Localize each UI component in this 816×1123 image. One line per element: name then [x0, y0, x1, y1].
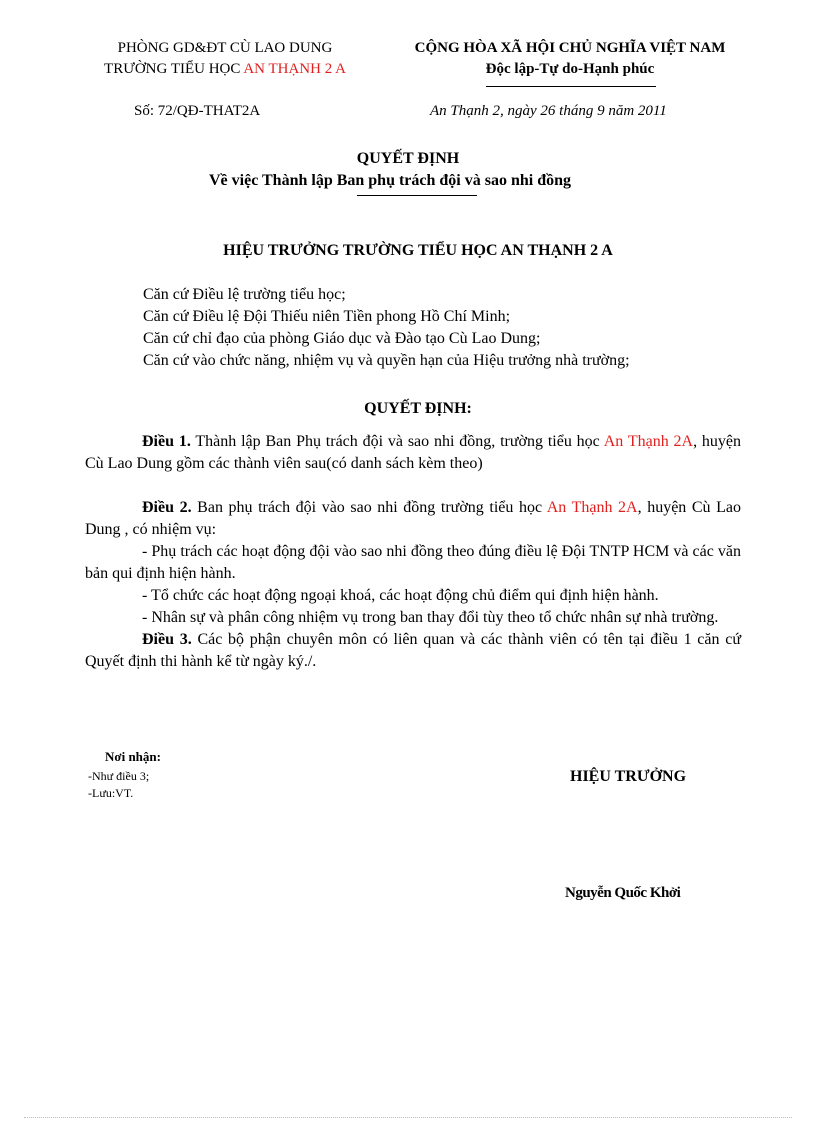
department-name: PHÒNG GD&ĐT CÙ LAO DUNG	[117, 40, 333, 56]
article-3-text: Các bộ phận chuyên môn có liên quan và các thành viên có tên tại điều 1 căn cứ Quyết định thi hành kể từ ngày ký./.	[85, 631, 742, 670]
motto-underline	[486, 86, 656, 87]
signer-name: Nguyễn Quốc Khởi	[565, 885, 681, 901]
article-1-school: An Thạnh 2A	[603, 433, 694, 450]
article-2: Điều 2. Ban phụ trách đội vào sao nhi đồng trường tiểu học An Thạnh 2A, huyện Cù Lao Dung , có nhiệm vụ: - Phụ trách các hoạt động đội vào sao nhi đồng theo đúng điều lệ Đội TNTP HCM và các văn bản qui định hiện hành. - Tổ chức các hoạt động ngoại khoá, các hoạt động chủ điểm qui định hiện hành. - Nhân sự và phân công nhiệm vụ trong ban thay đổi tùy theo tổ chức nhân sự nhà trường. Điều 3. Các bộ phận chuyên môn có liên quan và các thành viên có tên tại điều 1 căn cứ Quyết định thi hành kể từ ngày ký./.	[85, 499, 742, 670]
article-2-duty: - Tổ chức các hoạt động ngoại khoá, các hoạt động chủ điểm qui định hiện hành.	[142, 587, 659, 604]
school-name-highlight: AN THẠNH 2 A	[243, 61, 346, 77]
issuing-authority: HIỆU TRƯỞNG TRƯỜNG TIỂU HỌC AN THẠNH 2 A	[223, 242, 613, 259]
document-title: QUYẾT ĐỊNH	[356, 150, 460, 167]
issuing-agency	[80, 38, 370, 80]
article-1-label: Điều 1.	[142, 433, 191, 450]
decision-heading: QUYẾT ĐỊNH:	[364, 400, 472, 417]
signer-title: HIỆU TRƯỞNG	[570, 768, 687, 785]
document-number: Số: 72/QĐ-THAT2A	[134, 103, 261, 119]
national-motto	[380, 38, 760, 80]
article-1: Điều 1. Thành lập Ban Phụ trách đội và sao nhi đồng, trường tiểu học An Thạnh 2A, huyện Cù Lao Dung gồm các thành viên sau(có danh sách kèm theo)	[85, 433, 742, 472]
recipient-item: -Như điều 3;	[88, 769, 150, 783]
subject-underline	[357, 195, 477, 196]
basis-item: Căn cứ Điều lệ trường tiểu học;	[143, 286, 346, 303]
motto: Độc lập-Tự do-Hạnh phúc	[485, 61, 655, 77]
recipient-item: -Lưu:VT.	[88, 786, 134, 800]
document-subject: Về việc Thành lập Ban phụ trách đội và sao nhi đồng	[208, 172, 572, 189]
article-2-duty: - Phụ trách các hoạt động đội vào sao nhi đồng theo đúng điều lệ Đội TNTP HCM và các văn bản qui định hiện hành.	[85, 543, 741, 582]
article-2-label: Điều 2.	[142, 499, 192, 516]
country-name: CỘNG HÒA XÃ HỘI CHỦ NGHĨA VIỆT NAM	[414, 40, 726, 56]
school-name: TRƯỜNG TIỂU HỌC AN THẠNH 2 A	[104, 61, 346, 77]
basis-item: Căn cứ chỉ đạo của phòng Giáo dục và Đào tạo Cù Lao Dung;	[143, 330, 541, 347]
article-3-label: Điều 3.	[142, 631, 192, 648]
page-edge-divider	[24, 1117, 792, 1118]
recipients-heading: Nơi nhận:	[105, 749, 161, 764]
place-date: An Thạnh 2, ngày 26 tháng 9 năm 2011	[430, 103, 667, 119]
legal-bases	[143, 284, 763, 372]
article-2-duty: - Nhân sự và phân công nhiệm vụ trong ban thay đổi tùy theo tổ chức nhân sự nhà trường.	[142, 609, 719, 626]
basis-item: Căn cứ vào chức năng, nhiệm vụ và quyền hạn của Hiệu trưởng nhà trường;	[143, 352, 630, 369]
recipients-list	[88, 768, 149, 802]
basis-item: Căn cứ Điều lệ Đội Thiếu niên Tiền phong Hồ Chí Minh;	[143, 308, 511, 325]
article-2-school: An Thạnh 2A	[546, 499, 638, 516]
